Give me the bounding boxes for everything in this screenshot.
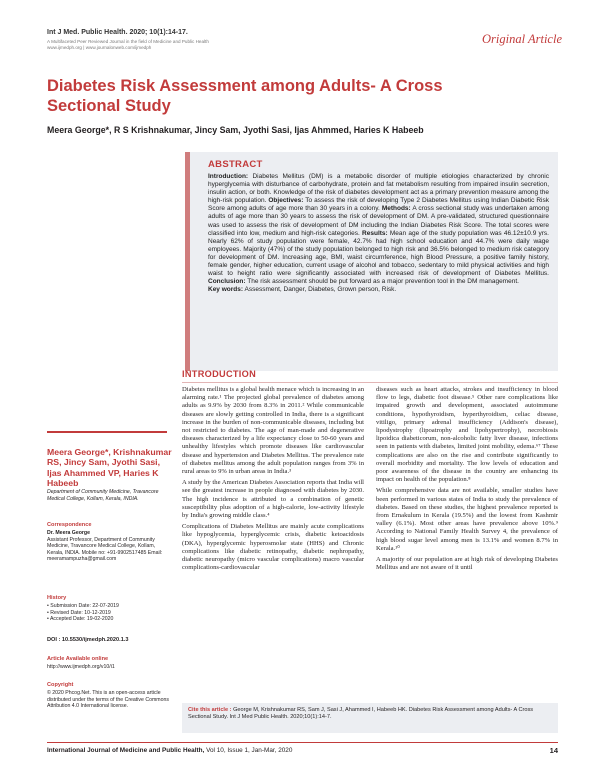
available-online-heading: Article Available online: [47, 656, 109, 662]
citation-text: George M, Krishnakumar RS, Sam J, Sasi J, Ahammed I, Habeeb HK. Diabetes Risk Assessment among Adults- A Cross Sectional Study. Int J Med Public Health. 2020;10(1):14-7.: [188, 707, 534, 721]
history-accepted: • Accepted Date: 19-02-2020: [47, 616, 114, 623]
author-list: Meera George*, R S Krishnakumar, Jincy Sam, Jyothi Sasi, Ijas Ahmmed, Haries K Habeeb: [47, 125, 424, 135]
abstract-heading: ABSTRACT: [208, 159, 263, 170]
footer-issue: Vol 10, Issue 1, Jan-Mar, 2020: [204, 747, 293, 754]
abstract-box: [185, 152, 558, 371]
intro-paragraph: A study by the American Diabetes Association reports that India will see the greatest increase in people diagnosed with diabetes by 2030. The high incidence is attributed to a combination of genetic susceptibility plus adoption of a high-calorie, low-activity lifestyle by India's growing middle class.⁴: [182, 479, 364, 520]
copyright-text: © 2020 Phcog.Net. This is an open-access article distributed under the terms of the Creative Commons Attribution 4.0 International license.: [47, 690, 169, 710]
available-online-url[interactable]: http://www.ijmedph.org/v10/i1: [47, 664, 115, 670]
footer-journal: [47, 747, 292, 754]
intro-paragraph: Diabetes mellitus is a global health menace which is increasing in an alarming rate.¹ The projected global prevalence of diabetes among adults as 9.9% by 2030 from 8.3% in 2011.² While communicable diseases are slowly getting controlled in India, there is a significant increase in the burden of non-communicable diseases, including but not restricted to diabetes. The age of man-made and degenerative diseases characterized by a life expectancy close to 50-60 years and unhealthy lifestyles which promote diseases like cardiovascular disease and hypertension and Diabetes Mellitus. The prevalence rate of diabetes mellitus among the adult population ranges from 3% in rural areas to 9% in urban areas in India.³: [182, 386, 364, 476]
intro-paragraph: A majority of our population are at high risk of developing Diabetes Mellitus and are not aware of it until: [376, 556, 558, 572]
citation-label: Cite this article :: [188, 707, 232, 713]
introduction-divider: [182, 382, 558, 383]
footer-journal-name: International Journal of Medicine and Public Health,: [47, 747, 205, 754]
history-block: [47, 603, 172, 623]
abstract-methods-text: A cross sectional study was undertaken among adults of age more than 30 years to assess the risk of development of DM. A pre-validated, structured questionnaire was used to assess the risk of development of DM including the Indian Diabetes Risk Score. The total scores were classified into low, medium and high-risk categories.: [208, 205, 549, 237]
history-submission: • Submission Date: 22-07-2019: [47, 603, 119, 609]
body-column-left: [182, 386, 364, 754]
sidebar-divider: [47, 431, 167, 433]
journal-reference: Int J Med. Public Health. 2020; 10(1):14-17.: [47, 29, 188, 36]
sidebar-affiliation: Department of Community Medicine, Travancore Medical College, Kollam, Kerala, INDIA.: [47, 489, 159, 502]
correspondence-heading: Correspondence: [47, 522, 92, 528]
citation-box: [182, 703, 558, 733]
abstract-keywords-text: Assessment, Danger, Diabetes, Grown person, Risk.: [243, 286, 397, 294]
journal-urls[interactable]: www.ijmedph.org | www.journalonweb.com/ijmedph: [47, 45, 152, 50]
correspondence-details: Assistant Professor, Department of Community Medicine, Travancore Medical College, Kollam, Kerala, INDIA. Mobile no: +91-9902517485 Email: meeramampuzha@gmail.com: [47, 536, 163, 563]
abstract-body: [208, 173, 549, 294]
doi-label: DOI :: [47, 637, 61, 643]
body-column-right: [376, 386, 558, 672]
sidebar-authors: Meera George*, Krishnakumar RS, Jincy Sam, Jyothi Sasi, Ijas Ahammed VP, Haries K Habeeb: [47, 447, 172, 489]
correspondence-block: [47, 530, 172, 563]
article-type-label: Original Article: [482, 32, 562, 46]
introduction-heading: INTRODUCTION: [182, 369, 257, 379]
doi[interactable]: [47, 637, 128, 643]
abstract-intro-text: Diabetes Mellitus (DM) is a metabolic disorder of multiple etiologies characterized by chronic hyperglycemia with disturbance of carbohydrate, protein and fat metabolism resulting from impaired insulin secretion, insulin action, or both. Knowledge of the risk of diabetes development act as a primary prevention measure among the high-risk population.: [208, 173, 549, 205]
abstract-objectives-label: Objectives:: [268, 197, 304, 205]
abstract-conclusion-text: The risk assessment should be put forward as a major prevention tool in the DM management.: [245, 278, 519, 286]
page-number: 14: [549, 746, 558, 755]
abstract-intro-label: Introduction:: [208, 173, 249, 180]
abstract-objectives-text: To assess the risk of developing Type 2 Diabetes Mellitus using Indian Diabetic Risk Score among adults of age more than 30 years in a colony.: [208, 197, 550, 213]
abstract-methods-label: Methods:: [381, 205, 411, 213]
abstract-conclusion-label: Conclusion:: [208, 278, 246, 286]
history-heading: History: [47, 595, 67, 601]
intro-paragraph: While comprehensive data are not available, smaller studies have been performed in various states of India to study the prevalence of diabetes. Based on these studies, the highest prevalence reported is from Ernakulum in Kerala (19.5%) and the lowest from Kashmir valley (6.1%). Most other areas have prevalence above 10%.⁹ According to National Family Health Survey 4, the prevalence of high blood sugar level among men is 13.1% and women 8.7% in Kerala.¹⁰: [376, 487, 558, 552]
abstract-results-text: Mean age of the study population was 46.12±10.9 yrs. Nearly 62% of study population were female, 42.7% had high school education and 44.7% were daily wage employees. Majority (47%) of the study population belonged to high risk and 36.5% belonged to medium risk category for development of DM. Increasing age, BMI, waist circumference, high Blood Pressure, a positive family history, female gender, higher education, current usage of alcohol and tobacco, sedentary to mild physical activities and high waist to height ratio were significantly associated with increased risk of development of Diabetes Mellitus.: [208, 229, 549, 278]
footer-divider: [47, 742, 558, 743]
journal-tagline: A Multifaceted Peer Reviewed Journal in the field of Medicine and Public Health: [47, 39, 209, 44]
doi-value: 10.5530/ijmedph.2020.1.3: [60, 637, 129, 643]
history-revised: • Revised Date: 10-12-2019: [47, 609, 111, 616]
article-title: Diabetes Risk Assessment among Adults- A Cross Sectional Study: [47, 77, 443, 115]
correspondence-name: Dr. Meera George: [47, 530, 90, 536]
intro-paragraph: Complications of Diabetes Mellitus are mainly acute complications like hypoglycemia, hyperglycemic crisis, diabetic ketoacidosis (DKA), hyperglycemic hyperosmolar state (HHS) and Chronic complications like diabetic retinopathy, diabetic nephropathy, diabetic neuropathy (micro vascular complications) macro vascular complications-cardiovascular: [182, 523, 364, 572]
intro-paragraph: diseases such as heart attacks, strokes and insufficiency in blood flow to legs, diabetic foot disease.⁵ Other rare complications like impaired growth and development, associated autoimmune conditions, hypothyroidism, hyperthyroidism, celiac disease, vitiligo, primary adrenal insufficiency (Addison's disease), lipodystrophy (lipoatrophy and lipohypertrophy), necrobiosis lipoidica diabeticorum, non-alcoholic fatty liver disease, infections seen in patients with diabetes, limited joint mobility, edema.⁶⁷ These complications are also on the rise and contribute significantly to overall morbidity and mortality. The low levels of education and poor awareness of the disease in the country are enhancing its impact on health of the population.⁸: [376, 386, 558, 484]
abstract-keywords-label: Key words:: [208, 286, 244, 294]
copyright-heading: Copyright: [47, 682, 74, 688]
abstract-results-label: Results:: [362, 229, 388, 237]
